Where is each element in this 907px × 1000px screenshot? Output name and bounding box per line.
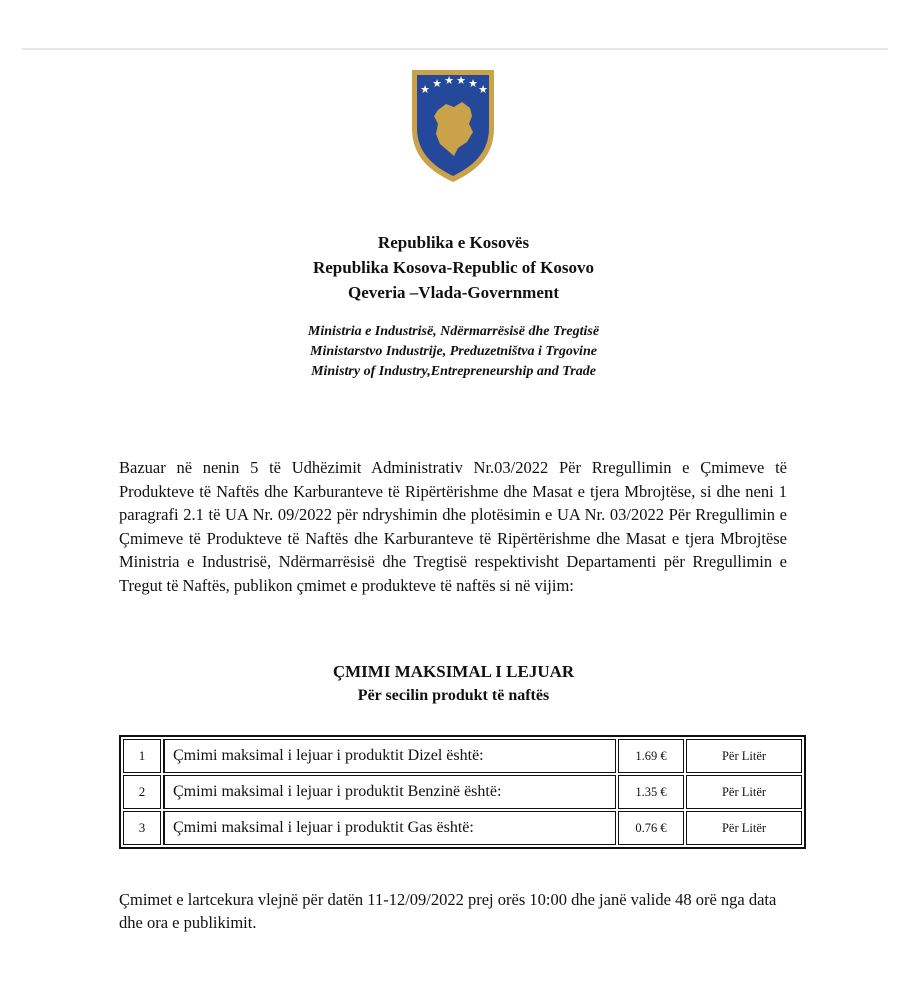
country-name-sr-en: Republika Kosova-Republic of Kosovo: [312, 258, 594, 277]
svg-text:★: ★: [468, 77, 478, 90]
top-divider: [22, 48, 888, 50]
row-number: 1: [123, 739, 161, 773]
price-unit: Për Litër: [686, 811, 802, 845]
government-header: [0, 230, 907, 305]
product-price: 1.69 €: [618, 739, 684, 773]
government-name: Qeveria –Vlada-Government: [347, 283, 560, 302]
ministry-header: [0, 322, 907, 382]
product-description: Çmimi maksimal i lejuar i produktit Benzinë është:: [163, 775, 616, 809]
product-price: 1.35 €: [618, 775, 684, 809]
table-title: ÇMIMI MAKSIMAL I LEJUAR: [332, 662, 575, 681]
ministry-name-sq: Ministria e Industrisë, Ndërmarrësisë dhe Tregtisë: [307, 324, 600, 339]
svg-text:★: ★: [478, 83, 488, 96]
kosovo-coat-of-arms-icon: [410, 66, 496, 184]
table-row: [123, 775, 802, 809]
table-subtitle: Për secilin produkt të naftës: [357, 687, 550, 704]
price-table: [119, 735, 806, 849]
table-row: [123, 811, 802, 845]
ministry-name-en: Ministry of Industry,Entrepreneurship and Trade: [311, 364, 596, 379]
validity-note: Çmimet e lartcekura vlejnë për datën 11-12/09/2022 prej orës 10:00 dhe janë valide 48 orë nga data dhe ora e publikimit.: [119, 890, 777, 932]
svg-text:★: ★: [444, 74, 454, 87]
price-unit: Për Litër: [686, 739, 802, 773]
product-price: 0.76 €: [618, 811, 684, 845]
price-unit: Për Litër: [686, 775, 802, 809]
product-description: Çmimi maksimal i lejuar i produktit Dizel është:: [163, 739, 616, 773]
svg-text:★: ★: [432, 77, 442, 90]
svg-text:★: ★: [420, 83, 430, 96]
svg-text:★: ★: [456, 74, 466, 87]
country-name-sq: Republika e Kosovës: [377, 233, 530, 252]
product-description: Çmimi maksimal i lejuar i produktit Gas është:: [163, 811, 616, 845]
ministry-name-sr: Ministarstvo Industrije, Preduzetništva i Trgovine: [310, 344, 597, 359]
row-number: 2: [123, 775, 161, 809]
row-number: 3: [123, 811, 161, 845]
table-row: [123, 739, 802, 773]
intro-paragraph: Bazuar në nenin 5 të Udhëzimit Administrativ Nr.03/2022 Për Rregullimin e Çmimeve të Produkteve të Naftës dhe Karburanteve të Ripërtërishme dhe Masat e tjera Mbrojtëse, si dhe neni 1 paragrafi 2.1 të UA Nr. 09/2022 për ndryshimin dhe plotësimin e UA Nr. 03/2022 Për Rregullimin e Çmimeve të Produkteve të Naftës dhe Karburanteve të Ripërtërishme dhe Masat e tjera Mbrojtëse Ministria e Industrisë, Ndërmarrësisë dhe Tregtisë respektivisht Departamenti për Rregullimin e Tregut të Naftës, publikon çmimet e produkteve të naftës si në vijim:: [119, 458, 787, 595]
